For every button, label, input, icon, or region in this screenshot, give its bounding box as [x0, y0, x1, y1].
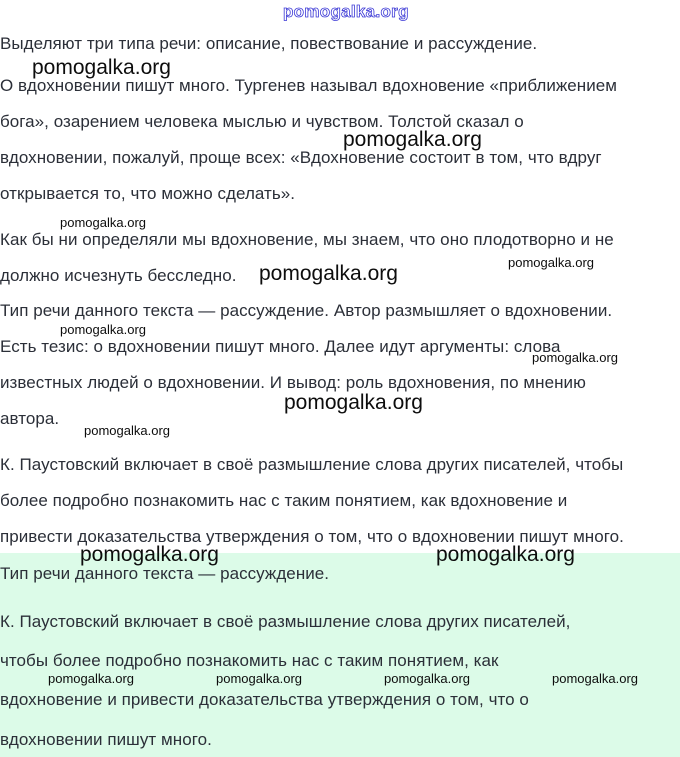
answer-line: вдохновение и привести доказательства утверждения о том, что о [0, 690, 529, 709]
answer-line: К. Паустовский включает в своё размышление слова других писателей, [0, 612, 571, 631]
text-line: Как бы ни определяли мы вдохновение, мы знаем, что оно плодотворно и не [0, 230, 614, 249]
text-line: привести доказательства утверждения о том, что о вдохновении пишут много. [0, 527, 624, 546]
watermark: pomogalka.org [60, 215, 146, 230]
watermark: pomogalka.org [284, 391, 423, 414]
watermark: pomogalka.org [343, 128, 482, 151]
text-line: Выделяют три типа речи: описание, повествование и рассуждение. [0, 34, 538, 53]
text-line: известных людей о вдохновении. И вывод: роль вдохновения, по мнению [0, 373, 586, 392]
watermark: pomogalka.org [80, 543, 219, 566]
text-line: автора. [0, 409, 60, 428]
watermark: pomogalka.org [84, 423, 170, 438]
text-line: Есть тезис: о вдохновении пишут много. Далее идут аргументы: слова [0, 337, 561, 356]
text-line: Тип речи данного текста — рассуждение. Автор размышляет о вдохновении. [0, 301, 613, 320]
watermark: pomogalka.org [60, 322, 146, 337]
watermark: pomogalka.org [48, 671, 134, 686]
answer-line: вдохновении пишут много. [0, 730, 212, 749]
text-line: бога», озарением человека мыслью и чувством. Толстой сказал о [0, 112, 524, 131]
text-line: более подробно познакомить нас с таким понятием, как вдохновение и [0, 491, 568, 510]
watermark: pomogalka.org [436, 543, 575, 566]
watermark: pomogalka.org [216, 671, 302, 686]
watermark: pomogalka.org [384, 671, 470, 686]
text-line: вдохновении, пожалуй, проще всех: «Вдохновение состоит в том, что вдруг [0, 148, 602, 167]
watermark-header: pomogalka.org [283, 2, 409, 21]
answer-line: Тип речи данного текста — рассуждение. [0, 564, 330, 583]
answer-line: чтобы более подробно познакомить нас с таким понятием, как [0, 651, 499, 670]
watermark: pomogalka.org [32, 56, 171, 79]
watermark: pomogalka.org [552, 671, 638, 686]
watermark: pomogalka.org [508, 255, 594, 270]
text-line: должно исчезнуть бесследно. [0, 266, 237, 285]
text-line: открывается то, что можно сделать». [0, 184, 296, 203]
watermark: pomogalka.org [259, 262, 398, 285]
text-line: О вдохновении пишут много. Тургенев называл вдохновение «приближением [0, 76, 618, 95]
text-line: К. Паустовский включает в своё размышление слова других писателей, чтобы [0, 455, 624, 474]
watermark: pomogalka.org [532, 350, 618, 365]
